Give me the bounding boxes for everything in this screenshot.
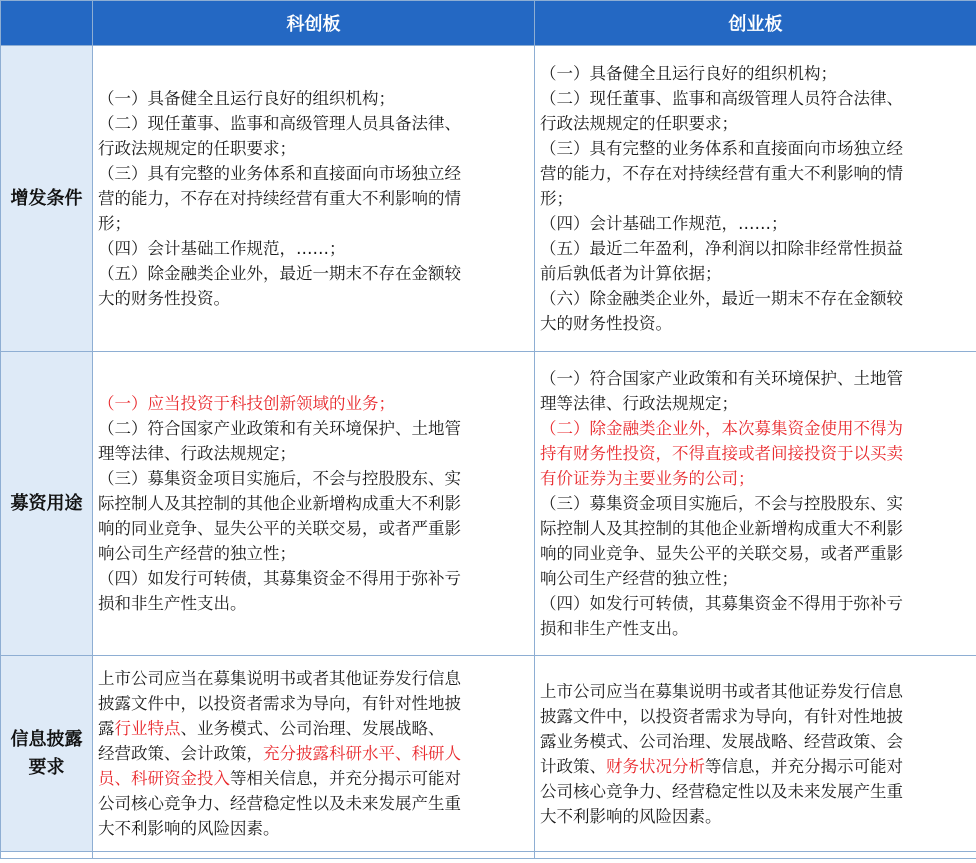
text-line-highlight: （一）应当投资于科技创新领域的业务； (98, 394, 395, 413)
text-line: 理等法律、行政法规规定； (540, 394, 738, 413)
text-line-highlight: 有价证券为主要业务的公司； (540, 469, 755, 488)
text-run: 、业务模式、公司治理、发展战略、 (180, 719, 445, 738)
strip-cell (1, 852, 93, 859)
strip-cell (535, 852, 976, 859)
row-label-disclosure-line1: 信息披露 (10, 728, 83, 750)
text-line: （三）募集资金项目实施后，不会与控股股东、实 (98, 469, 461, 488)
text-line: 际控制人及其控制的其他企业新增构成重大不利影 (540, 519, 903, 538)
table-row-disclosure (1, 656, 976, 852)
text-line (98, 766, 530, 791)
cell-conditions-kechuang (93, 46, 535, 352)
table-header-row (1, 1, 976, 46)
text-run: 等相关信息，并充分揭示可能对 (230, 769, 461, 788)
text-line: 大不利影响的风险因素。 (98, 819, 280, 838)
text-run: 等信息，并充分揭示可能对 (705, 756, 903, 776)
text-line: （四）会计基础工作规范，……； (540, 214, 788, 233)
text-run: 经营政策、会计政策， (98, 744, 263, 763)
text-line: 上市公司应当在募集说明书或者其他证券发行信息 (98, 669, 461, 688)
text-line: 披露文件中，以投资者需求为导向，有针对性地披 (540, 706, 903, 726)
text-line: 公司核心竞争力、经营稳定性以及未来发展产生重 (98, 794, 461, 813)
table-bottom-strip (1, 852, 976, 859)
text-line (540, 754, 972, 779)
text-line: 大的财务性投资。 (98, 289, 230, 308)
row-label-disclosure (1, 656, 93, 852)
text-line: （三）募集资金项目实施后，不会与控股股东、实 (540, 494, 903, 513)
text-run: 露 (98, 719, 115, 738)
text-line: 响公司生产经营的独立性； (98, 544, 296, 563)
header-chuangye: 创业板 (535, 1, 976, 46)
text-line: （一）具备健全且运行良好的组织机构； (540, 64, 837, 83)
cell-use-of-funds-chuangye (535, 352, 976, 656)
text-line: 形； (540, 189, 573, 208)
text-line: （二）符合国家产业政策和有关环境保护、土地管 (98, 419, 461, 438)
text-line: （四）如发行可转债，其募集资金不得用于弥补亏 (540, 594, 903, 613)
text-line: 际控制人及其控制的其他企业新增构成重大不利影 (98, 494, 461, 513)
header-corner-cell (1, 1, 93, 46)
row-label-use-of-funds: 募资用途 (1, 352, 93, 656)
row-label-disclosure-line2: 要求 (28, 756, 65, 778)
table-row-use-of-funds (1, 352, 976, 656)
strip-cell (93, 852, 535, 859)
text-line: 响的同业竞争、显失公平的关联交易，或者严重影 (98, 519, 461, 538)
cell-conditions-chuangye (535, 46, 976, 352)
text-run-highlight: 财务状况分析 (606, 756, 705, 776)
text-line: 响公司生产经营的独立性； (540, 569, 738, 588)
text-line (98, 741, 530, 766)
text-line: 损和非生产性支出。 (98, 594, 247, 613)
text-line: （四）如发行可转债，其募集资金不得用于弥补亏 (98, 569, 461, 588)
text-line: （二）现任董事、监事和高级管理人员符合法律、 (540, 89, 903, 108)
text-line: 披露文件中，以投资者需求为导向，有针对性地披 (98, 694, 461, 713)
text-line: 理等法律、行政法规规定； (98, 444, 296, 463)
text-line: 行政法规规定的任职要求； (98, 139, 296, 158)
table-row-conditions (1, 46, 976, 352)
text-line: 前后孰低者为计算依据； (540, 264, 722, 283)
text-line: （六）除金融类企业外，最近一期末不存在金额较 (540, 289, 903, 308)
text-line: 行政法规规定的任职要求； (540, 114, 738, 133)
text-run: 计政策、 (540, 756, 606, 776)
text-run-highlight: 充分披露科研水平、科研人 (263, 744, 461, 763)
row-label-conditions: 增发条件 (1, 46, 93, 352)
text-line: （一）符合国家产业政策和有关环境保护、土地管 (540, 369, 903, 388)
text-line-highlight: （二）除金融类企业外，本次募集资金使用不得为 (540, 419, 903, 438)
text-line: 大的财务性投资。 (540, 314, 672, 333)
header-kechuang: 科创板 (93, 1, 535, 46)
cell-disclosure-chuangye (535, 656, 976, 852)
text-line-highlight: 持有财务性投资，不得直接或者间接投资于以买卖 (540, 444, 903, 463)
text-line: （三）具有完整的业务体系和直接面向市场独立经 (98, 164, 461, 183)
text-line: （二）现任董事、监事和高级管理人员具备法律、 (98, 114, 461, 133)
text-line: 露业务模式、公司治理、发展战略、经营政策、会 (540, 731, 903, 751)
text-line: （一）具备健全且运行良好的组织机构； (98, 89, 395, 108)
text-line: 公司核心竞争力、经营稳定性以及未来发展产生重 (540, 781, 903, 801)
text-line: （四）会计基础工作规范，……； (98, 239, 346, 258)
cell-disclosure-kechuang (93, 656, 535, 852)
text-line: 大不利影响的风险因素。 (540, 806, 722, 826)
text-line: 损和非生产性支出。 (540, 619, 689, 638)
text-line: 响的同业竞争、显失公平的关联交易，或者严重影 (540, 544, 903, 563)
text-line: （五）最近二年盈利，净利润以扣除非经常性损益 (540, 239, 903, 258)
text-run-highlight: 行业特点 (114, 719, 181, 738)
cell-use-of-funds-kechuang (93, 352, 535, 656)
text-line (98, 716, 530, 741)
text-line: （三）具有完整的业务体系和直接面向市场独立经 (540, 139, 903, 158)
text-line: 营的能力，不存在对持续经营有重大不利影响的情 (540, 164, 903, 183)
text-line: 形； (98, 214, 131, 233)
text-line: 营的能力，不存在对持续经营有重大不利影响的情 (98, 189, 461, 208)
text-run-highlight: 员、科研资金投入 (98, 769, 230, 788)
text-line: 上市公司应当在募集说明书或者其他证券发行信息 (540, 681, 903, 701)
text-line: （五）除金融类企业外，最近一期末不存在金额较 (98, 264, 461, 283)
